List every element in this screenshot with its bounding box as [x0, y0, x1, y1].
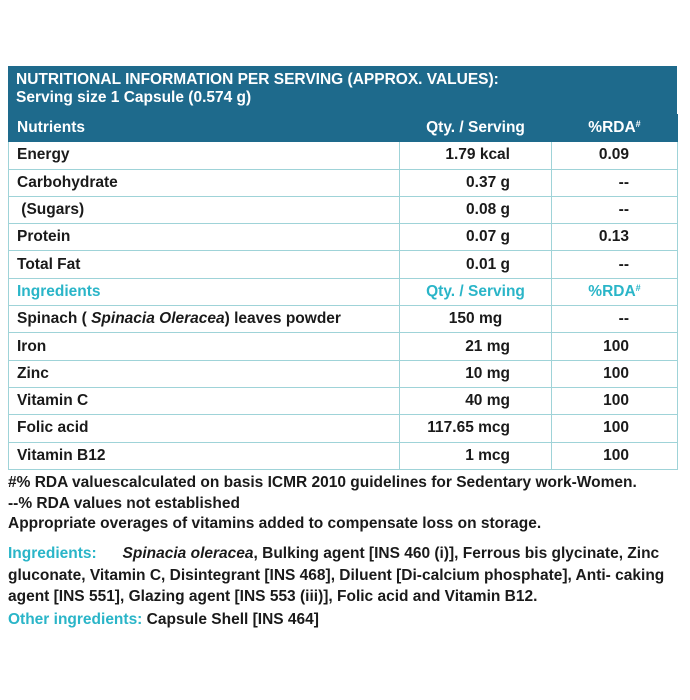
nutrient-qty: 0.07 g	[400, 224, 552, 251]
col-rda	[552, 115, 678, 142]
nutrients-header-row	[9, 115, 678, 142]
table-row	[9, 415, 678, 442]
ingredient-name: Folic acid	[9, 415, 400, 442]
table-row	[9, 387, 678, 414]
nutrient-name: Energy	[9, 142, 400, 169]
table-row	[9, 142, 678, 169]
table-row	[9, 442, 678, 469]
col-rda	[552, 278, 678, 305]
nutrient-name: Total Fat	[9, 251, 400, 278]
col-qty: Qty. / Serving	[400, 115, 552, 142]
ingredient-name: Zinc	[9, 360, 400, 387]
spinach-prefix: Spinach (	[17, 310, 92, 328]
rda-mark: #	[635, 282, 641, 293]
nutrient-qty: 0.37 g	[400, 169, 552, 196]
ingredient-rda: 100	[552, 360, 678, 387]
table-row	[9, 306, 678, 333]
other-ingredients-label: Other ingredients:	[8, 611, 143, 628]
nutrient-qty: 1.79 kcal	[400, 142, 552, 169]
nutrient-qty: 0.08 g	[400, 196, 552, 223]
ingredient-qty: 1 mcg	[400, 442, 552, 469]
nutrient-rda: --	[552, 169, 678, 196]
nutrition-panel	[8, 66, 677, 470]
ingredient-qty: 10 mg	[400, 360, 552, 387]
ingredients-body: , Bulking agent [INS 460 (i)], Ferrous bis glycinate, Zinc gluconate, Vitamin C, Disintegrant [INS 468], Diluent [Di-calcium phosphate], Anti- caking agent [INS 551], Glazing agent [INS 553 (iii)], Folic acid and Vitamin B12.	[8, 545, 665, 605]
ingredient-qty: 40 mg	[400, 387, 552, 414]
nutrient-rda: 0.13	[552, 224, 678, 251]
nutrient-qty: 0.01 g	[400, 251, 552, 278]
ingredient-rda: 100	[552, 387, 678, 414]
ingredient-rda: 100	[552, 415, 678, 442]
ingredient-qty: 117.65 mcg	[400, 415, 552, 442]
serving-size: Serving size 1 Capsule (0.574 g)	[16, 89, 252, 106]
nutrient-rda: --	[552, 251, 678, 278]
table-row	[9, 224, 678, 251]
rda-mark: #	[635, 119, 641, 130]
ingredient-rda: --	[552, 306, 678, 333]
nutrition-table	[8, 114, 678, 470]
table-row	[9, 169, 678, 196]
ingredient-name: Vitamin C	[9, 387, 400, 414]
table-title: NUTRITIONAL INFORMATION PER SERVING (APPROX. VALUES):	[16, 71, 499, 88]
ingredient-name: Iron	[9, 333, 400, 360]
ingredient-name: Vitamin B12	[9, 442, 400, 469]
table-title-bar	[8, 66, 677, 114]
spinach-latin: Spinacia Oleracea	[91, 310, 225, 328]
col-ingredients: Ingredients	[9, 278, 400, 305]
ingredients-latin: Spinacia oleracea	[122, 545, 254, 562]
nutrient-name: (Sugars)	[9, 196, 400, 223]
ingredients-header-row	[9, 278, 678, 305]
nutrient-rda: 0.09	[552, 142, 678, 169]
other-ingredients	[8, 611, 319, 629]
other-ingredients-value: Capsule Shell [INS 464]	[146, 611, 319, 628]
col-nutrients: Nutrients	[9, 115, 400, 142]
table-row	[9, 251, 678, 278]
ingredient-rda: 100	[552, 333, 678, 360]
ingredient-name	[9, 306, 400, 333]
table-row	[9, 333, 678, 360]
col-rda-label: %RDA	[588, 119, 636, 137]
ingredient-qty: 150 mg	[400, 306, 552, 333]
col-rda-label: %RDA	[588, 282, 636, 300]
nutrient-name: Carbohydrate	[9, 169, 400, 196]
spinach-suffix: ) leaves powder	[224, 310, 341, 328]
footnote-rda-basis: #% RDA valuescalculated on basis ICMR 2010 guidelines for Sedentary work-Women.	[8, 474, 637, 491]
footnote-overages: Appropriate overages of vitamins added to compensate loss on storage.	[8, 515, 542, 532]
table-row	[9, 360, 678, 387]
ingredient-rda: 100	[552, 442, 678, 469]
nutrient-rda: --	[552, 196, 678, 223]
ingredients-paragraph	[8, 543, 683, 608]
table-row	[9, 196, 678, 223]
footnotes	[8, 473, 683, 535]
nutrient-name: Protein	[9, 224, 400, 251]
ingredients-label: Ingredients:	[8, 545, 97, 562]
footnote-rda-not-established: --% RDA values not established	[8, 494, 240, 512]
col-qty: Qty. / Serving	[400, 278, 552, 305]
ingredient-qty: 21 mg	[400, 333, 552, 360]
